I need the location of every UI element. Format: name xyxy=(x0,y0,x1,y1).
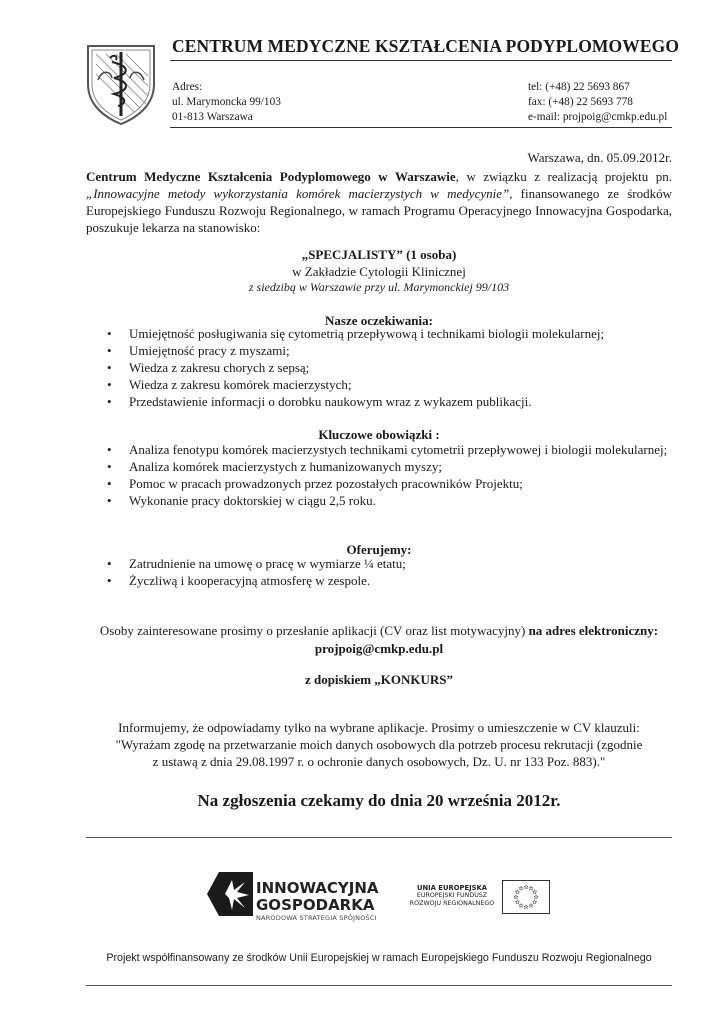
cofinancing-note: Projekt współfinansowany ze środków Unii Europejskiej w ramach Europejskiego Funduszu Rozwoju Regionalnego xyxy=(106,952,652,964)
contact-email[interactable]: e-mail: projpoig@cmkp.edu.pl xyxy=(528,111,668,123)
list-item: • Analiza fenotypu komórek macierzystych technikami cytometrii przepływowej i biologii molekularnej; xyxy=(86,441,672,458)
innowacyjna-gospodarka-subtitle: NARODOWA STRATEGIA SPÓJNOŚCI xyxy=(256,914,377,922)
list-item: • Zatrudnienie na umowę o pracę w wymiarze ¼ etatu; xyxy=(86,555,672,572)
application-text-bold: na adres elektroniczny: xyxy=(528,623,659,638)
eu-label xyxy=(404,884,500,908)
ig-title-line-2: GOSPODARKA xyxy=(256,896,375,914)
list-item: • Życzliwą i kooperacyjną atmosferę w zespole. xyxy=(86,572,672,589)
info-line-2: "Wyrażam zgodę na przetwarzanie moich danych osobowych dla potrzeb procesu rekrutacji (zgodnie xyxy=(115,737,643,752)
list-item: • Umiejętność posługiwania się cytometrią przepływową i technikami biologii molekularnej; xyxy=(86,325,672,342)
eu-label-line-3: ROZWOJU REGIONALNEGO xyxy=(409,900,495,907)
contact-block xyxy=(528,80,667,125)
organization-title: CENTRUM MEDYCZNE KSZTAŁCENIA PODYPLOMOWEGO xyxy=(172,36,680,56)
list-item: • Wykonanie pracy doktorskiej w ciągu 2,5 roku. xyxy=(86,492,672,509)
expectations-heading: Nasze oczekiwania: xyxy=(325,313,433,328)
footer-divider-top xyxy=(86,837,672,838)
list-item: • Pomoc w pracach prowadzonych przez pozostałych pracowników Projektu; xyxy=(86,475,672,492)
footer-divider-bottom xyxy=(86,985,672,986)
list-item: • Analiza komórek macierzystych z humanizowanych myszy; xyxy=(86,458,672,475)
intro-text-2: , finansowanego ze środków Europejskiego Funduszu Rozwoju Regionalnego, w ramach Programu Operacyjnego Innowacyjna Gospodarka, poszukuje lekarza na stanowisko: xyxy=(86,186,672,235)
position-department: w Zakładzie Cytologii Klinicznej xyxy=(292,264,466,279)
position-seat: z siedzibą w Warszawie przy ul. Marymonckiej 99/103 xyxy=(248,280,510,294)
eu-label-line-2: EUROPEJSKI FUNDUSZ xyxy=(416,892,488,899)
eu-flag-icon xyxy=(502,880,550,914)
intro-organization: Centrum Medyczne Kształcenia Podyplomowego w Warszawie xyxy=(86,169,456,184)
info-line-3: z ustawą z dnia 29.08.1997 r. o ochronie danych osobowych, Dz. U. nr 133 Poz. 883)." xyxy=(152,754,606,769)
intro-project-name: „Innowacyjne metody wykorzystania komórek macierzystych w medycynie” xyxy=(86,186,510,201)
list-item: • Przedstawienie informacji o dorobku naukowym wraz z wykazem publikacji. xyxy=(86,393,672,410)
innowacyjna-gospodarka-logo-icon xyxy=(205,868,255,920)
address-street: ul. Marymoncka 99/103 xyxy=(172,96,281,108)
application-deadline: Na zgłoszenia czekamy do dnia 20 września 2012r. xyxy=(197,791,561,810)
list-item: • Wiedza z zakresu komórek macierzystych; xyxy=(86,376,672,393)
contact-tel: tel: (+48) 22 5693 867 xyxy=(528,81,630,93)
address-block xyxy=(172,80,281,125)
letter-date: Warszawa, dn. 05.09.2012r. xyxy=(527,150,672,165)
address-label: Adres: xyxy=(172,81,203,93)
title-divider xyxy=(170,60,672,61)
ig-title-line-1: INNOWACYJNA xyxy=(256,879,379,897)
offer-heading: Oferujemy: xyxy=(346,542,412,557)
expectations-list xyxy=(86,325,672,410)
innowacyjna-gospodarka-title xyxy=(256,880,379,914)
list-item: • Umiejętność pracy z myszami; xyxy=(86,342,672,359)
eu-label-line-1: UNIA EUROPEJSKA xyxy=(416,884,488,892)
intro-paragraph xyxy=(86,168,672,236)
application-note: z dopiskiem „KONKURS” xyxy=(304,672,454,687)
list-item: • Wiedza z zakresu chorych z sepsą; xyxy=(86,359,672,376)
offer-list xyxy=(86,555,672,589)
address-city: 01-813 Warszawa xyxy=(172,111,253,123)
intro-text-1: , w związku z realizacją projektu pn. xyxy=(455,169,672,184)
duties-heading: Kluczowe obowiązki : xyxy=(318,427,440,442)
contact-fax: fax: (+48) 22 5693 778 xyxy=(528,96,633,108)
application-instructions xyxy=(86,622,672,639)
cmkp-shield-logo xyxy=(84,40,158,126)
header-divider xyxy=(170,127,672,128)
application-text: Osoby zainteresowane prosimy o przesłanie aplikacji (CV oraz list motywacyjny) xyxy=(99,623,529,638)
duties-list xyxy=(86,441,672,509)
position-title: „SPECJALISTY” (1 osoba) xyxy=(301,247,457,262)
application-email[interactable]: projpoig@cmkp.edu.pl xyxy=(314,641,444,656)
info-line-1: Informujemy, że odpowiadamy tylko na wybrane aplikacje. Prosimy o umieszczenie w CV klauzuli: xyxy=(118,720,640,735)
